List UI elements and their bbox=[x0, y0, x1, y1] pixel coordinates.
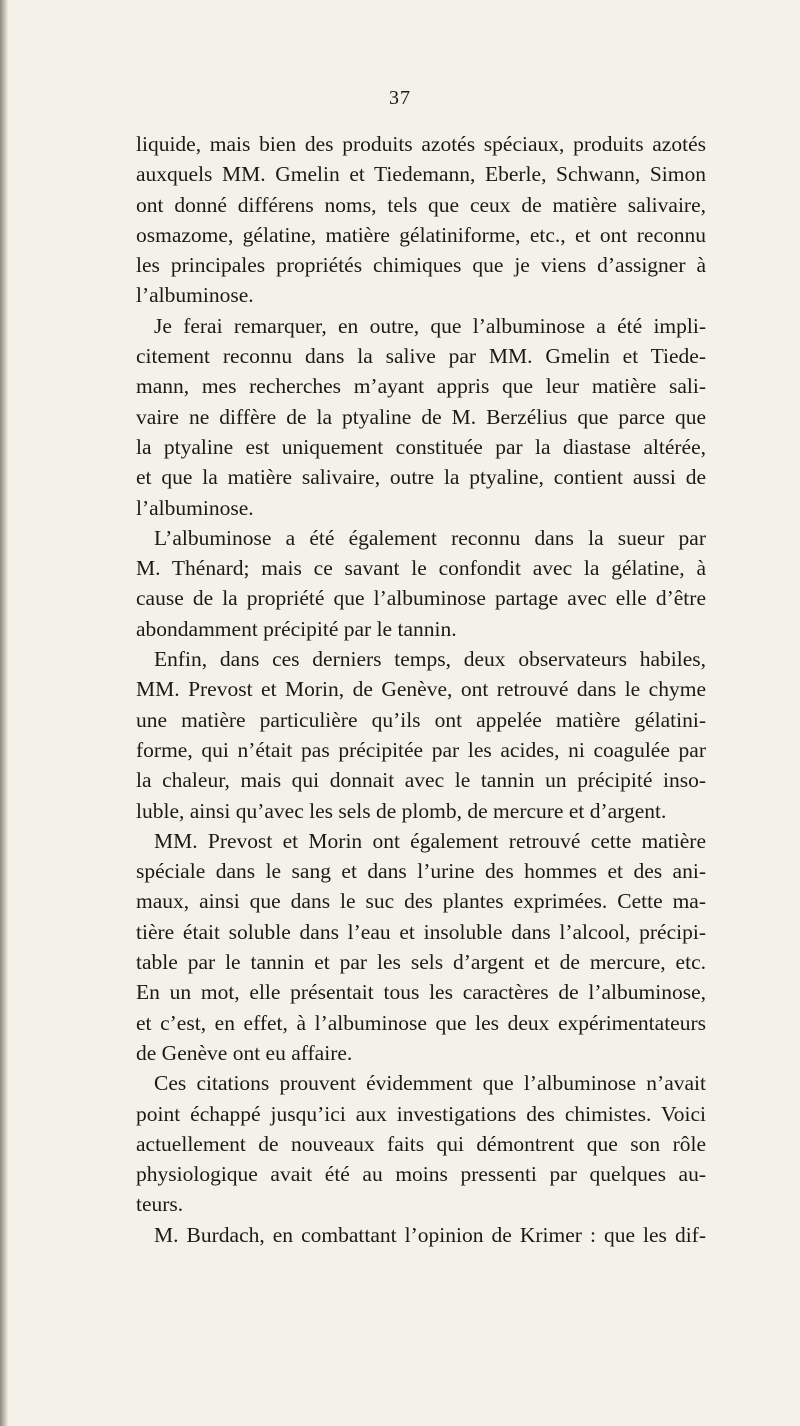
text-line: Je ferai remarquer, en outre, que l’albuminose a été impli- bbox=[154, 313, 706, 338]
text-line: vaire ne diffère de la ptyaline de M. Berzélius que parce que bbox=[136, 404, 706, 429]
text-line: L’albuminose a été également reconnu dans la sueur par bbox=[154, 525, 706, 550]
text-line: forme, qui n’était pas précipitée par les acides, ni coagulée par bbox=[136, 737, 706, 762]
text-line: cause de la propriété que l’albuminose partage avec elle d’être bbox=[136, 586, 706, 611]
text-line: teurs. bbox=[136, 1192, 184, 1217]
text-line: de Genève ont eu affaire. bbox=[136, 1040, 353, 1065]
paragraph bbox=[136, 1068, 706, 1219]
paragraph bbox=[136, 1220, 706, 1250]
text-line: mann, mes recherches m’ayant appris que leur matière sali- bbox=[136, 374, 706, 399]
text-line: ont donné différens noms, tels que ceux de matière salivaire, bbox=[136, 192, 706, 217]
text-line: actuellement de nouveaux faits qui démontrent que son rôle bbox=[136, 1131, 706, 1156]
text-line: Enfin, dans ces derniers temps, deux observateurs habiles, bbox=[154, 647, 706, 672]
text-line: MM. Prevost et Morin, de Genève, ont retrouvé dans le chyme bbox=[136, 677, 706, 702]
text-line: la ptyaline est uniquement constituée par la diastase altérée, bbox=[136, 434, 706, 459]
text-line: la chaleur, mais qui donnait avec le tannin un précipité inso- bbox=[136, 768, 706, 793]
text-line: luble, ainsi qu’avec les sels de plomb, de mercure et d’argent. bbox=[136, 798, 667, 823]
page-number: 37 bbox=[389, 87, 411, 109]
text-line: M. Burdach, en combattant l’opinion de Krimer : que les dif- bbox=[154, 1222, 706, 1247]
text-line: et c’est, en effet, à l’albuminose que les deux expérimentateurs bbox=[136, 1010, 706, 1035]
text-line: Ces citations prouvent évidemment que l’albuminose n’avait bbox=[154, 1071, 706, 1096]
text-line: citement reconnu dans la salive par MM. Gmelin et Tiede- bbox=[136, 344, 706, 369]
text-line: MM. Prevost et Morin ont également retrouvé cette matière bbox=[154, 828, 706, 853]
text-line: osmazome, gélatine, matière gélatiniforme, etc., et ont reconnu bbox=[136, 222, 706, 247]
text-line: table par le tannin et par les sels d’argent et de mercure, etc. bbox=[136, 950, 706, 975]
paragraph bbox=[136, 311, 706, 523]
text-line: spéciale dans le sang et dans l’urine des hommes et des ani- bbox=[136, 859, 706, 884]
text-line: auxquels MM. Gmelin et Tiedemann, Eberle, Schwann, Simon bbox=[136, 162, 706, 187]
text-line: maux, ainsi que dans le suc des plantes exprimées. Cette ma- bbox=[136, 889, 706, 914]
text-line: abondamment précipité par le tannin. bbox=[136, 616, 457, 641]
body-text bbox=[136, 129, 706, 1250]
book-spine-edge bbox=[0, 0, 8, 1426]
paragraph bbox=[136, 826, 706, 1068]
text-line: l’albuminose. bbox=[136, 283, 254, 308]
text-line: une matière particulière qu’ils ont appelée matière gélatini- bbox=[136, 707, 706, 732]
text-line: M. Thénard; mais ce savant le confondit avec la gélatine, à bbox=[136, 556, 706, 581]
text-line: tière était soluble dans l’eau et insoluble dans l’alcool, précipi- bbox=[136, 919, 706, 944]
text-line: les principales propriétés chimiques que je viens d’assigner à bbox=[136, 253, 706, 278]
paragraph bbox=[136, 129, 706, 311]
text-line: physiologique avait été au moins pressenti par quelques au- bbox=[136, 1162, 706, 1187]
text-line: En un mot, elle présentait tous les caractères de l’albuminose, bbox=[136, 980, 706, 1005]
text-line: et que la matière salivaire, outre la ptyaline, contient aussi de bbox=[136, 465, 706, 490]
text-line: l’albuminose. bbox=[136, 495, 254, 520]
paragraph bbox=[136, 644, 706, 826]
paragraph bbox=[136, 523, 706, 644]
text-line: liquide, mais bien des produits azotés spéciaux, produits azotés bbox=[136, 132, 706, 156]
text-line: point échappé jusqu’ici aux investigations des chimistes. Voici bbox=[136, 1101, 706, 1126]
